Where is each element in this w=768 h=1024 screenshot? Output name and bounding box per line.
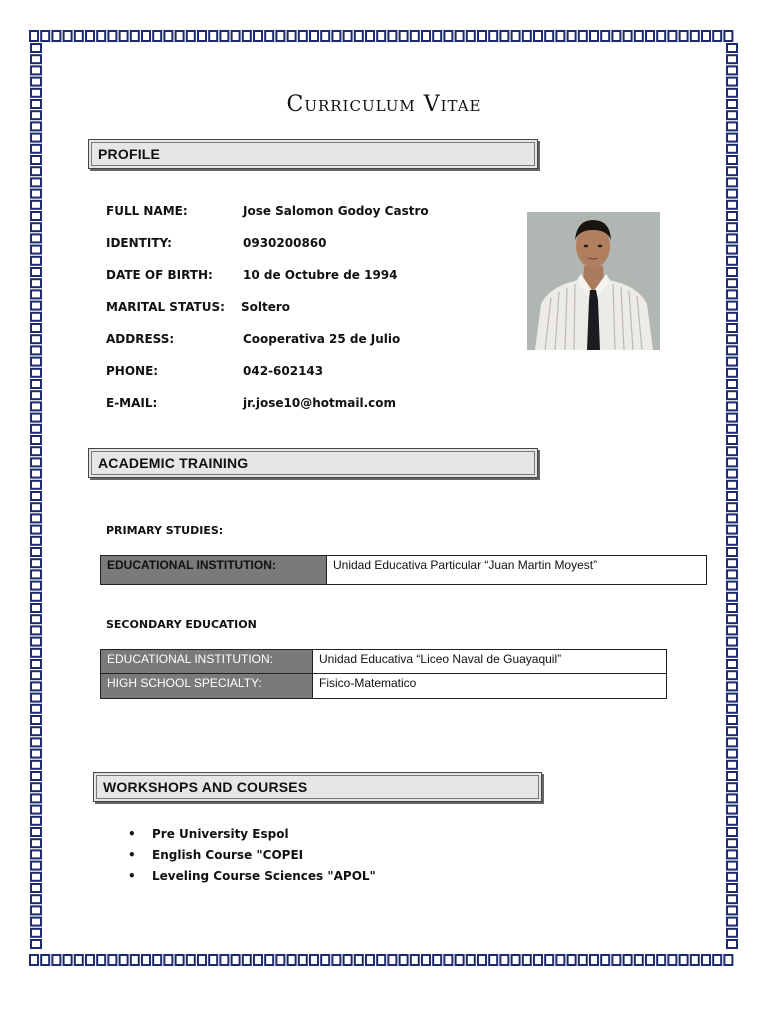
workshops-list xyxy=(128,827,376,890)
table-value-cell: Fisico-Matematico xyxy=(313,674,667,699)
table-key-cell: EDUCATIONAL INSTITUTION: xyxy=(101,556,327,585)
academic-header-label: ACADEMIC TRAINING xyxy=(98,455,249,471)
profile-photo xyxy=(527,212,660,350)
field-label: IDENTITY: xyxy=(106,236,172,250)
field-value: 0930200860 xyxy=(243,236,327,250)
academic-header xyxy=(88,448,538,478)
secondary-education-table xyxy=(100,649,667,699)
list-item xyxy=(128,827,376,848)
list-item xyxy=(128,869,376,890)
border-left xyxy=(28,28,44,968)
table-value-cell: Unidad Educativa “Liceo Naval de Guayaquil” xyxy=(313,650,667,674)
border-bottom xyxy=(28,952,740,968)
list-item-text: Leveling Course Sciences "APOL" xyxy=(152,869,376,883)
primary-studies-table xyxy=(100,555,707,585)
field-value: 042-602143 xyxy=(243,364,324,378)
field-label: FULL NAME: xyxy=(106,204,188,218)
bullet-icon: • xyxy=(128,869,136,883)
field-label: PHONE: xyxy=(106,364,159,378)
field-value: jr.jose10@hotmail.com xyxy=(243,396,396,410)
table-key-cell: EDUCATIONAL INSTITUTION: xyxy=(101,650,313,674)
field-label: MARITAL STATUS: xyxy=(106,300,225,314)
field-label: E-MAIL: xyxy=(106,396,158,410)
border-right xyxy=(724,28,740,968)
field-value: 10 de Octubre de 1994 xyxy=(243,268,398,282)
secondary-education-label: SECONDARY EDUCATION xyxy=(106,618,257,631)
bullet-icon: • xyxy=(128,827,136,841)
field-label: DATE OF BIRTH: xyxy=(106,268,213,282)
profile-header-label: PROFILE xyxy=(98,146,161,162)
list-item-text: English Course "COPEI xyxy=(152,848,304,862)
table-value-cell: Unidad Educativa Particular “Juan Martin Moyest” xyxy=(327,556,707,585)
field-label: ADDRESS: xyxy=(106,332,175,346)
bullet-icon: • xyxy=(128,848,136,862)
field-value: Soltero xyxy=(241,300,291,314)
workshops-header-label: WORKSHOPS AND COURSES xyxy=(103,779,308,795)
workshops-header xyxy=(93,772,542,802)
list-item xyxy=(128,848,376,869)
table-row xyxy=(101,650,667,674)
table-row xyxy=(101,556,707,585)
document-title: Curriculum Vitae xyxy=(286,92,482,117)
field-value: Jose Salomon Godoy Castro xyxy=(243,204,429,218)
primary-studies-label: PRIMARY STUDIES: xyxy=(106,524,224,537)
table-row xyxy=(101,674,667,699)
border-top xyxy=(28,28,740,44)
list-item-text: Pre University Espol xyxy=(152,827,289,841)
field-value: Cooperativa 25 de Julio xyxy=(243,332,401,346)
table-key-cell: HIGH SCHOOL SPECIALTY: xyxy=(101,674,313,699)
profile-header xyxy=(88,139,538,169)
